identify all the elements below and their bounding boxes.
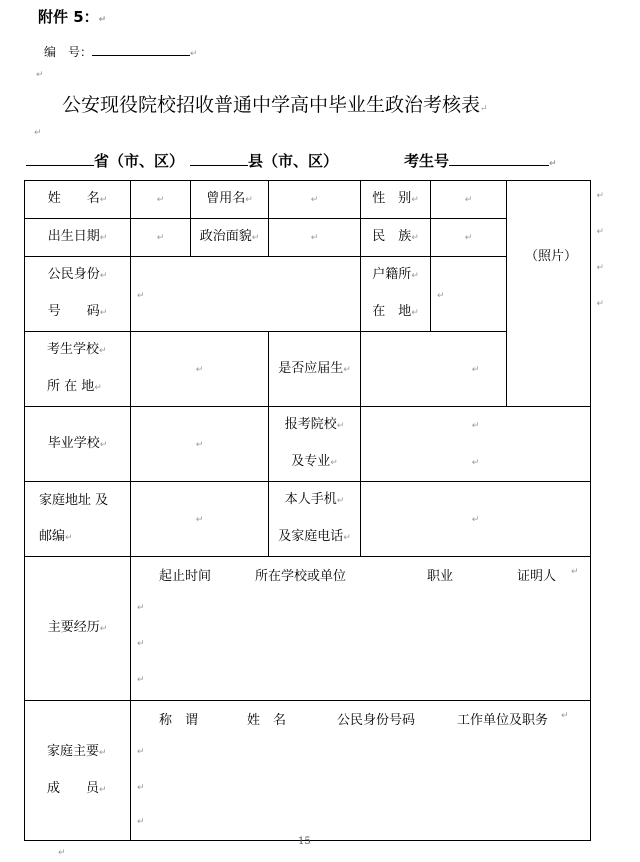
ethnic-label-cell: 民 族↵ — [361, 219, 431, 257]
exam-no-label: 考生号 — [404, 152, 450, 170]
political-review-form — [24, 180, 604, 841]
alias-label-cell: 曾用名↵ — [191, 181, 269, 219]
para-mark: ↵ — [549, 159, 557, 169]
address-label-1: 家庭地址 及 — [39, 492, 109, 508]
birth-label: 出生日期 — [47, 229, 100, 244]
row-address — [25, 482, 591, 557]
apply-label-1: 报考院校 — [284, 417, 337, 432]
attachment-text: 附件 5： — [38, 8, 99, 26]
para-mark: ↵ — [480, 104, 488, 114]
row-birth — [25, 219, 591, 257]
grad-school-label: 毕业学校 — [47, 435, 100, 451]
page-title — [62, 90, 488, 117]
gender-input[interactable]: ↵ — [431, 181, 507, 219]
phone-label-cell: 本人手机↵ 及家庭电话↵ — [269, 482, 361, 557]
family-label-2: 成 员 — [47, 780, 100, 796]
ethnic-input[interactable]: ↵ — [431, 219, 507, 257]
family-area[interactable]: 称 谓 姓 名 公民身份号码 工作单位及职务 ↵ ↵ ↵ ↵ — [131, 701, 591, 841]
title-text: 公安现役院校招收普通中学高中毕业生政治考核表 — [62, 94, 481, 116]
para-mark: ↵ — [98, 15, 107, 25]
phone-label-1: 本人手机 — [284, 492, 337, 507]
number-blank[interactable] — [92, 40, 190, 56]
para-mark: ↵ — [58, 848, 66, 858]
id-label-2: 号 码 — [47, 304, 100, 319]
family-header-employer: 工作单位及职务 — [457, 713, 549, 728]
address-input[interactable]: ↵ — [131, 482, 269, 557]
province-blank[interactable] — [26, 150, 94, 166]
address-label-cell: 家庭地址 及 邮编↵ — [25, 482, 131, 557]
fresh-input[interactable]: ↵ — [361, 332, 591, 407]
id-label-1: 公民身份 — [47, 267, 100, 282]
ethnic-label: 民 族 — [372, 229, 412, 244]
household-input[interactable]: ↵ — [431, 257, 507, 332]
experience-header-witness: 证明人 — [517, 569, 557, 584]
birth-label-cell: 出生日期↵ — [25, 219, 131, 257]
row-experience — [25, 557, 591, 701]
experience-label-cell: 主要经历↵ — [25, 557, 131, 701]
photo-cell[interactable]: （照片） ↵ ↵ ↵ ↵ — [507, 181, 591, 407]
row-name — [25, 181, 591, 219]
row-school — [25, 332, 591, 407]
apply-input[interactable]: ↵ ↵ — [361, 407, 591, 482]
name-input[interactable]: ↵ — [131, 181, 191, 219]
experience-header-unit: 所在学校或单位 — [255, 569, 347, 584]
grad-school-input[interactable]: ↵ — [131, 407, 269, 482]
school-label-2: 所 在 地 — [47, 379, 95, 394]
id-input[interactable]: ↵ — [131, 257, 361, 332]
para-mark: ↵ — [34, 128, 42, 138]
school-label-cell: 考生学校↵ 所 在 地↵ — [25, 332, 131, 407]
family-header-id: 公民身份号码 — [337, 713, 416, 728]
experience-area[interactable]: 起止时间 所在学校或单位 职业 证明人 ↵ ↵ ↵ ↵ — [131, 557, 591, 701]
page-number-text: 15 — [298, 836, 311, 847]
para-mark: ↵ — [36, 70, 44, 80]
gender-label-cell: 性 别↵ — [361, 181, 431, 219]
phone-input[interactable]: ↵ — [361, 482, 591, 557]
row-family — [25, 701, 591, 841]
number-field — [44, 40, 198, 60]
row-id — [25, 257, 591, 332]
para-mark: ↵ — [190, 49, 198, 59]
household-label-1: 户籍所 — [372, 267, 412, 282]
alias-input[interactable]: ↵ — [269, 181, 361, 219]
grad-school-label-cell: 毕业学校↵ — [25, 407, 131, 482]
political-label-cell: 政治面貌↵ — [191, 219, 269, 257]
name-label: 姓 名 — [47, 191, 100, 206]
fresh-label: 是否应届生 — [278, 360, 344, 376]
school-label-1: 考生学校 — [47, 342, 100, 357]
page-number — [298, 836, 311, 847]
political-label: 政治面貌 — [199, 229, 252, 244]
row-grad-school — [25, 407, 591, 482]
household-label-cell: 户籍所↵ 在 地↵ — [361, 257, 431, 332]
county-label: 县（市、区） — [248, 152, 339, 170]
fresh-label-cell: 是否应届生↵ — [269, 332, 361, 407]
experience-header-period: 起止时间 — [159, 569, 212, 584]
family-label-cell: 家庭主要↵ 成 员↵ — [25, 701, 131, 841]
name-label-cell: 姓 名↵ — [25, 181, 131, 219]
experience-header-occupation: 职业 — [427, 569, 454, 584]
region-line — [26, 150, 557, 171]
household-label-2: 在 地 — [372, 304, 412, 319]
exam-no-blank[interactable] — [449, 150, 549, 166]
alias-label: 曾用名 — [206, 191, 246, 206]
political-input[interactable]: ↵ — [269, 219, 361, 257]
apply-label-cell: 报考院校↵ 及专业↵ — [269, 407, 361, 482]
photo-label: （照片） — [525, 249, 578, 264]
county-blank[interactable] — [190, 150, 248, 166]
number-label: 编 号： — [44, 45, 93, 59]
province-label: 省（市、区） — [94, 152, 185, 170]
attachment-label — [38, 6, 106, 27]
family-header-relation: 称 谓 — [159, 713, 199, 728]
family-header-name: 姓 名 — [247, 713, 287, 728]
gender-label: 性 别 — [372, 191, 412, 206]
id-label-cell: 公民身份↵ 号 码↵ — [25, 257, 131, 332]
experience-label: 主要经历 — [47, 620, 100, 635]
school-input[interactable]: ↵ — [131, 332, 269, 407]
birth-input[interactable]: ↵ — [131, 219, 191, 257]
apply-label-2: 及专业 — [291, 454, 331, 469]
address-label-2: 邮编 — [39, 528, 66, 544]
phone-label-2: 及家庭电话 — [278, 529, 344, 544]
family-label-1: 家庭主要 — [47, 743, 100, 759]
